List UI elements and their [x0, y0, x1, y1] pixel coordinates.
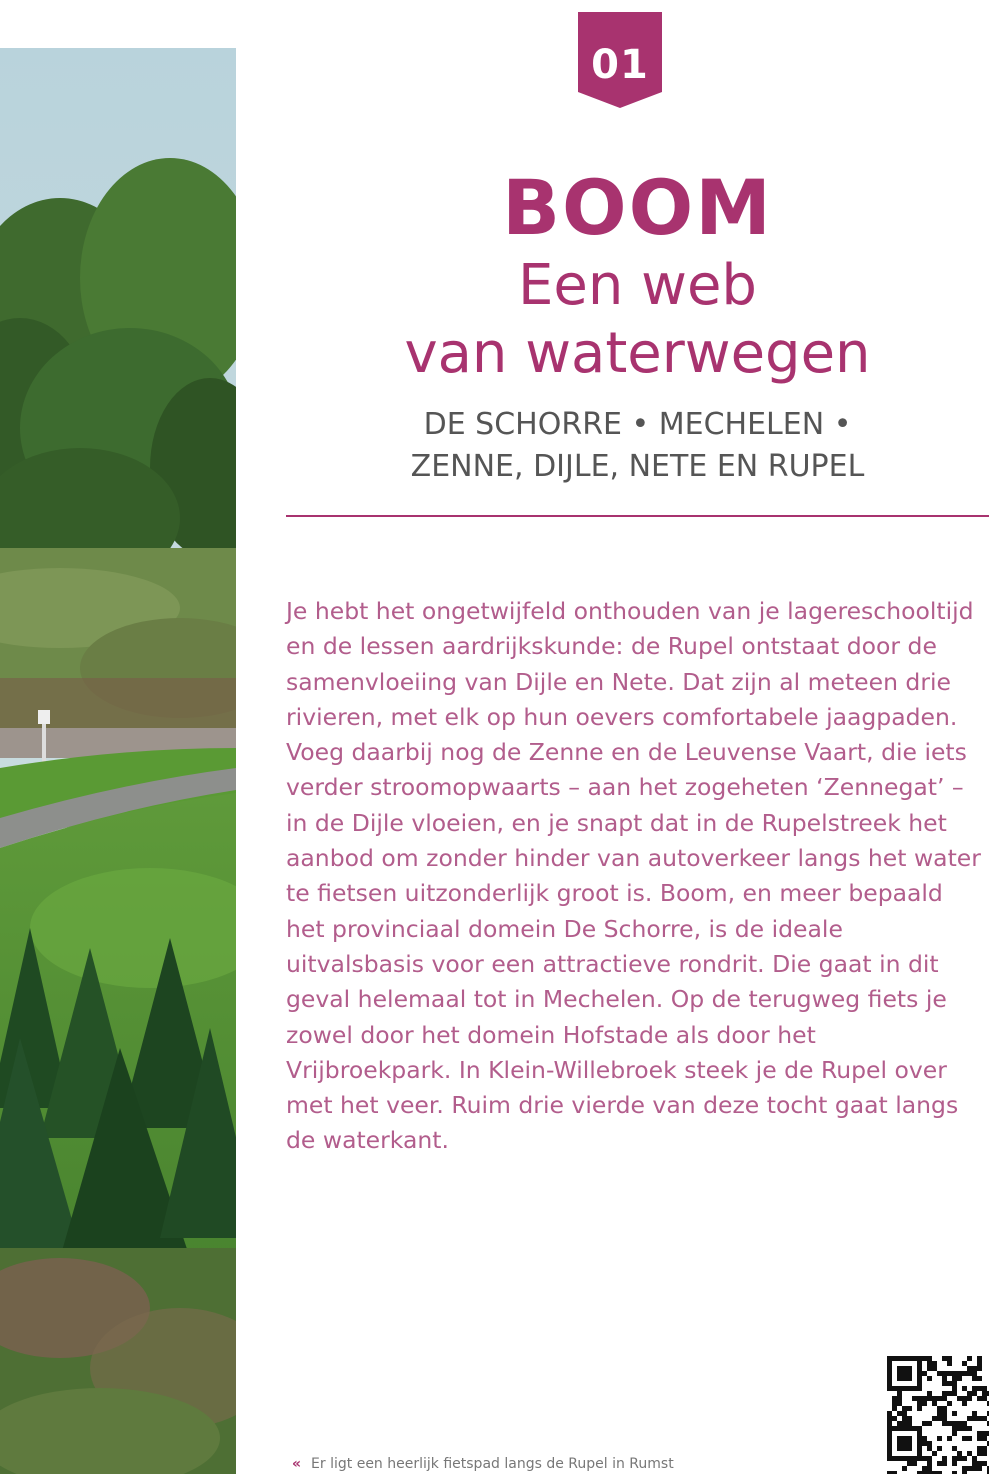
places-line-1: DE SCHORRE • MECHELEN • — [423, 407, 852, 442]
places-list — [286, 404, 989, 488]
places-line-2: ZENNE, DIJLE, NETE EN RUPEL — [410, 449, 865, 484]
photo-caption — [292, 1456, 674, 1472]
route-number: 01 — [591, 42, 649, 88]
subtitle-line-1: Een web — [518, 253, 757, 318]
qr-code-icon[interactable] — [887, 1356, 989, 1474]
route-number-badge — [578, 12, 662, 108]
subtitle — [286, 252, 989, 388]
divider — [286, 515, 989, 517]
caption-text: Er ligt een heerlijk fietspad langs de Rupel in Rumst — [311, 1456, 674, 1472]
subtitle-line-2: van waterwegen — [404, 321, 871, 386]
caption-arrow-icon: « — [292, 1456, 302, 1472]
landscape-photo — [0, 48, 236, 1474]
body-paragraph: Je hebt het ongetwijfeld onthouden van je lagereschooltijd en de lessen aardrijkskunde: de Rupel ontstaat door de samenvloeiing van Dijle en Nete. Dat zijn al meteen drie rivieren, met elk op hun oevers comfortabele jaagpaden. Voeg daarbij nog de Zenne en de Leuvense Vaart, die iets verder stroomopwaarts – aan het zogeheten ‘Zennegat’ – in de Dijle vloeien, en je snapt dat in de Rupelstreek het aanbod om zonder hinder van autoverkeer langs het water te fietsen uitzonderlijk groot is. Boom, en meer bepaald het provinciaal domein De Schorre, is de ideale uitvalsbasis voor een attractieve rondrit. Die gaat in dit geval helemaal tot in Mechelen. Op de terugweg fiets je zowel door het domein Hofstade als door het Vrijbroekpark. In Klein-Willebroek steek je de Rupel over met het veer. Ruim drie vierde van deze tocht gaat langs de waterkant. — [286, 597, 981, 1155]
page-title: BOOM — [502, 163, 773, 252]
